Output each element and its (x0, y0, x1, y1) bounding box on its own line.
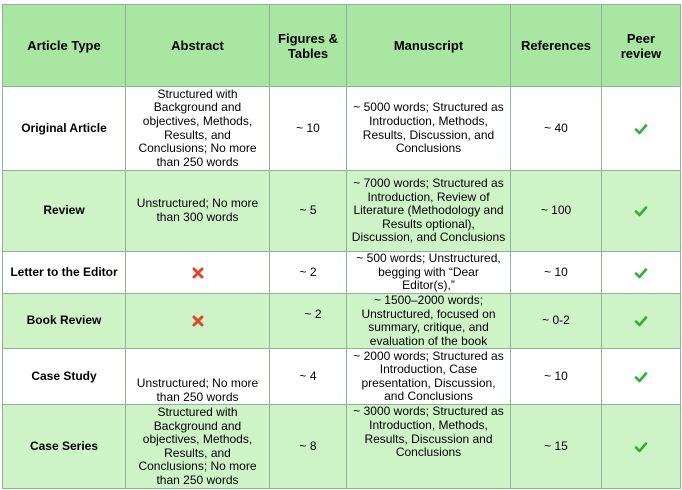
figures-cell: ~ 2 (270, 252, 347, 294)
figures-cell (270, 294, 347, 349)
figures-cell: ~ 4 (270, 349, 347, 405)
manuscript-cell: ~ 7000 words; Structured as Introduction, Review of Literature (Methodology and Results optional), Discussion, and Conclusions (347, 171, 511, 252)
manuscript-cell: ~ 3000 words; Structured as Introduction, Methods, Results, Discussion and Conclusions (347, 405, 511, 489)
header-references: References (511, 5, 602, 87)
article-type-cell: Review (3, 171, 126, 252)
manuscript-cell: ~ 2000 words; Structured as Introduction, Case presentation, Discussion, and Conclusions (347, 349, 511, 405)
references-cell: ~ 10 (511, 349, 602, 405)
peer-review-cell (602, 405, 681, 489)
header-abstract: Abstract (126, 5, 270, 87)
table-row-original-article (3, 87, 681, 171)
peer-review-cell (602, 294, 681, 349)
header-manuscript: Manuscript (347, 5, 511, 87)
figures-cell: ~ 10 (270, 87, 347, 171)
article-types-table (2, 4, 681, 489)
article-type-cell: Original Article (3, 87, 126, 171)
peer-review-cell (602, 252, 681, 294)
peer-review-cell (602, 171, 681, 252)
abstract-cell: Unstructured; No more than 250 words (126, 349, 270, 405)
peer-review-cell (602, 87, 681, 171)
abstract-cell (126, 252, 270, 294)
red-cross-icon (191, 266, 205, 280)
manuscript-cell: ~ 500 words; Unstructured, begging with “Dear Editor(s),” (347, 252, 511, 294)
figures-value: ~ 2 (304, 307, 322, 322)
references-cell: ~ 0-2 (511, 294, 602, 349)
peer-review-cell (602, 349, 681, 405)
references-cell: ~ 40 (511, 87, 602, 171)
abstract-cell: Structured with Background and objectives, Methods, Results, and Conclusions; No more than 250 words (126, 87, 270, 171)
green-check-icon (634, 204, 648, 218)
article-type-cell: Book Review (3, 294, 126, 349)
references-cell: ~ 15 (511, 405, 602, 489)
green-check-icon (634, 122, 648, 136)
figures-cell: ~ 8 (270, 405, 347, 489)
table-row-letter-to-the-editor (3, 252, 681, 294)
header-peer-review: Peer review (602, 5, 681, 87)
red-cross-icon (191, 314, 205, 328)
article-type-cell: Case Study (3, 349, 126, 405)
references-cell: ~ 100 (511, 171, 602, 252)
table-row-book-review (3, 294, 681, 349)
manuscript-cell: ~ 5000 words; Structured as Introduction, Methods, Results, Discussion, and Conclusions (347, 87, 511, 171)
green-check-icon (634, 440, 648, 454)
article-type-cell: Case Series (3, 405, 126, 489)
article-type-cell: Letter to the Editor (3, 252, 126, 294)
abstract-cell: Structured with Background and objectives, Methods, Results, and Conclusions; No more than 250 words (126, 405, 270, 489)
figures-cell: ~ 5 (270, 171, 347, 252)
header-article-type: Article Type (3, 5, 126, 87)
green-check-icon (634, 266, 648, 280)
abstract-cell: Unstructured; No more than 300 words (126, 171, 270, 252)
references-cell: ~ 10 (511, 252, 602, 294)
green-check-icon (634, 370, 648, 384)
table-row-case-series (3, 405, 681, 489)
header-row (3, 5, 681, 87)
table-row-case-study (3, 349, 681, 405)
green-check-icon (634, 314, 648, 328)
header-figures-tables: Figures & Tables (270, 5, 347, 87)
manuscript-cell: ~ 1500–2000 words; Unstructured, focused on summary, critique, and evaluation of the book (347, 294, 511, 349)
table-row-review (3, 171, 681, 252)
abstract-cell (126, 294, 270, 349)
